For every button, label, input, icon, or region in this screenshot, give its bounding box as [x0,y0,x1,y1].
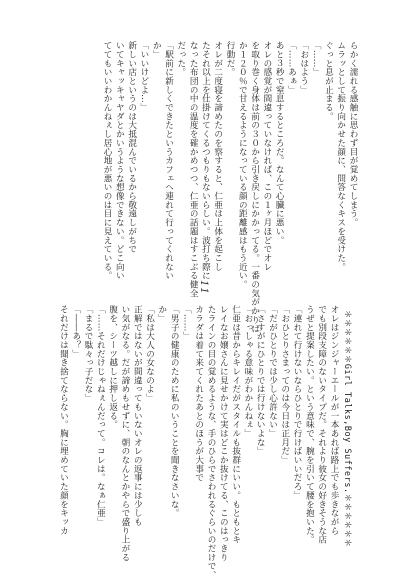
text-line: 「だがひとりでは少し心許ない」 [267,305,278,438]
text-line: 「おはよう」 [298,41,309,95]
text-line: 「いいけどよ…」 [138,41,149,112]
text-line: それだけは聞き捨てならない。胸に埋めていた顔をキッカ [58,305,69,536]
text-line: 「私は大人の女なのよ」 [144,305,155,403]
lower-text-block [58,305,340,579]
text-line: 「おっしゃる意味がわかんねぇ」 [242,305,253,438]
text-line: 「……あぁ」 [286,41,297,95]
text-line: 正解ではないが間違ってもいないオレの返事には少しも [132,305,143,527]
text-line: 「連れて行けないならひとりで行けばいいだろ」 [292,305,303,500]
text-line: たラインの目の覚めるような、手のひらでさわれるぐらいのだけで、 [206,305,217,579]
text-line: 腹を、シーツ越しに押し返る。 [107,305,118,429]
page-number: 11 [198,279,209,295]
text-line: 「駅前に新しくできたというカフェへ連れて行ってくれない [163,41,174,280]
text-line: あと３秒で窒息するところだ。なんて心臓に悪い。 [274,41,285,245]
text-line: 行動だ。 [225,41,236,77]
text-line: 「さすがにひとりでは行けないよな」 [255,305,266,456]
text-line: 「……」 [311,41,322,77]
text-line: 仁亜は昔からキレイだがスタイルも抜群にいい。もともとキ [230,305,241,544]
text-line: オレはジンジャーエールが一本あれば路上でも歩きながら [329,305,339,536]
text-line: オレの感覚が間違っていなければ、この１ヶ月ほどでオレ [261,41,272,272]
text-line: オレが二度寝を諦めたのを察すると、仁亜は上体を起こし [212,41,223,272]
text-line: ムラッとして振り向かせた顔に、問答なくキスを受けた。 [335,41,346,272]
text-line: たそれ以上を仕掛けてくるつもりもないらしい。波打ち際に [200,41,211,280]
text-line: カラダは着て来てくれたあとのほうが大事で [193,305,204,482]
text-line: 新しい店というのは大抵混んでいるから敬遠しがちで [126,41,137,254]
text-line: か」 [156,305,167,323]
text-line: 「男子の健康のために私のいうことを聞きなさいな。 [169,305,180,518]
text-line: 「……」 [181,305,192,341]
text-line: でも別段支障のないタイプだ。それより彼女の好きそうな店 [316,305,327,544]
text-line: ててもいいわかんねぇし居心地が悪いのは目に見えている。 [102,41,113,280]
text-line: らかく濡れる感触に思わず目が覚めてしまう。 [348,41,358,227]
text-line: なった布団の中の温度を確かめつつ、仁亜の話題はすこぶる健全 [188,41,199,298]
text-line: か１２０％で甘えるようになっている顔の距離感はもう近い。 [237,41,248,289]
lower-text-area [58,305,340,579]
running-header: ＊＊＊＊＊＊Girl Talks,Boy Suffers.＊＊＊＊＊＊ [343,310,353,548]
text-line: か」 [151,41,162,59]
text-line: を取り巻く身体は前の３０から引き戻しにかかってる。一番の気がかりは [249,41,260,334]
text-line: レイなお嬢さんに見せかけて実はどこか抜けてる、このはっきり [218,305,229,562]
text-line: 「――あ？」 [70,305,81,359]
text-line: いてキャッキャヤダとかいうような想像できない。どこ向い [114,41,125,280]
text-line: 「……それだけじゃねぇんだって。コレは。なぁ仁亜」 [95,305,106,527]
text-line: だった。 [175,41,186,77]
text-line: 「まるで駄々っ子だな」 [83,305,94,403]
text-line: い気がなる。だが諦めもせずに、朝のなんとかやらで盛り上がる [119,305,130,562]
text-line: ぐっと息が止まる。 [323,41,334,121]
text-line: うぜと提案したい。という意味で、腕を引いて腰を抱いた。 [304,305,315,544]
text-line: 「おひとりさまってのは今日は正月だ」 [279,305,290,465]
